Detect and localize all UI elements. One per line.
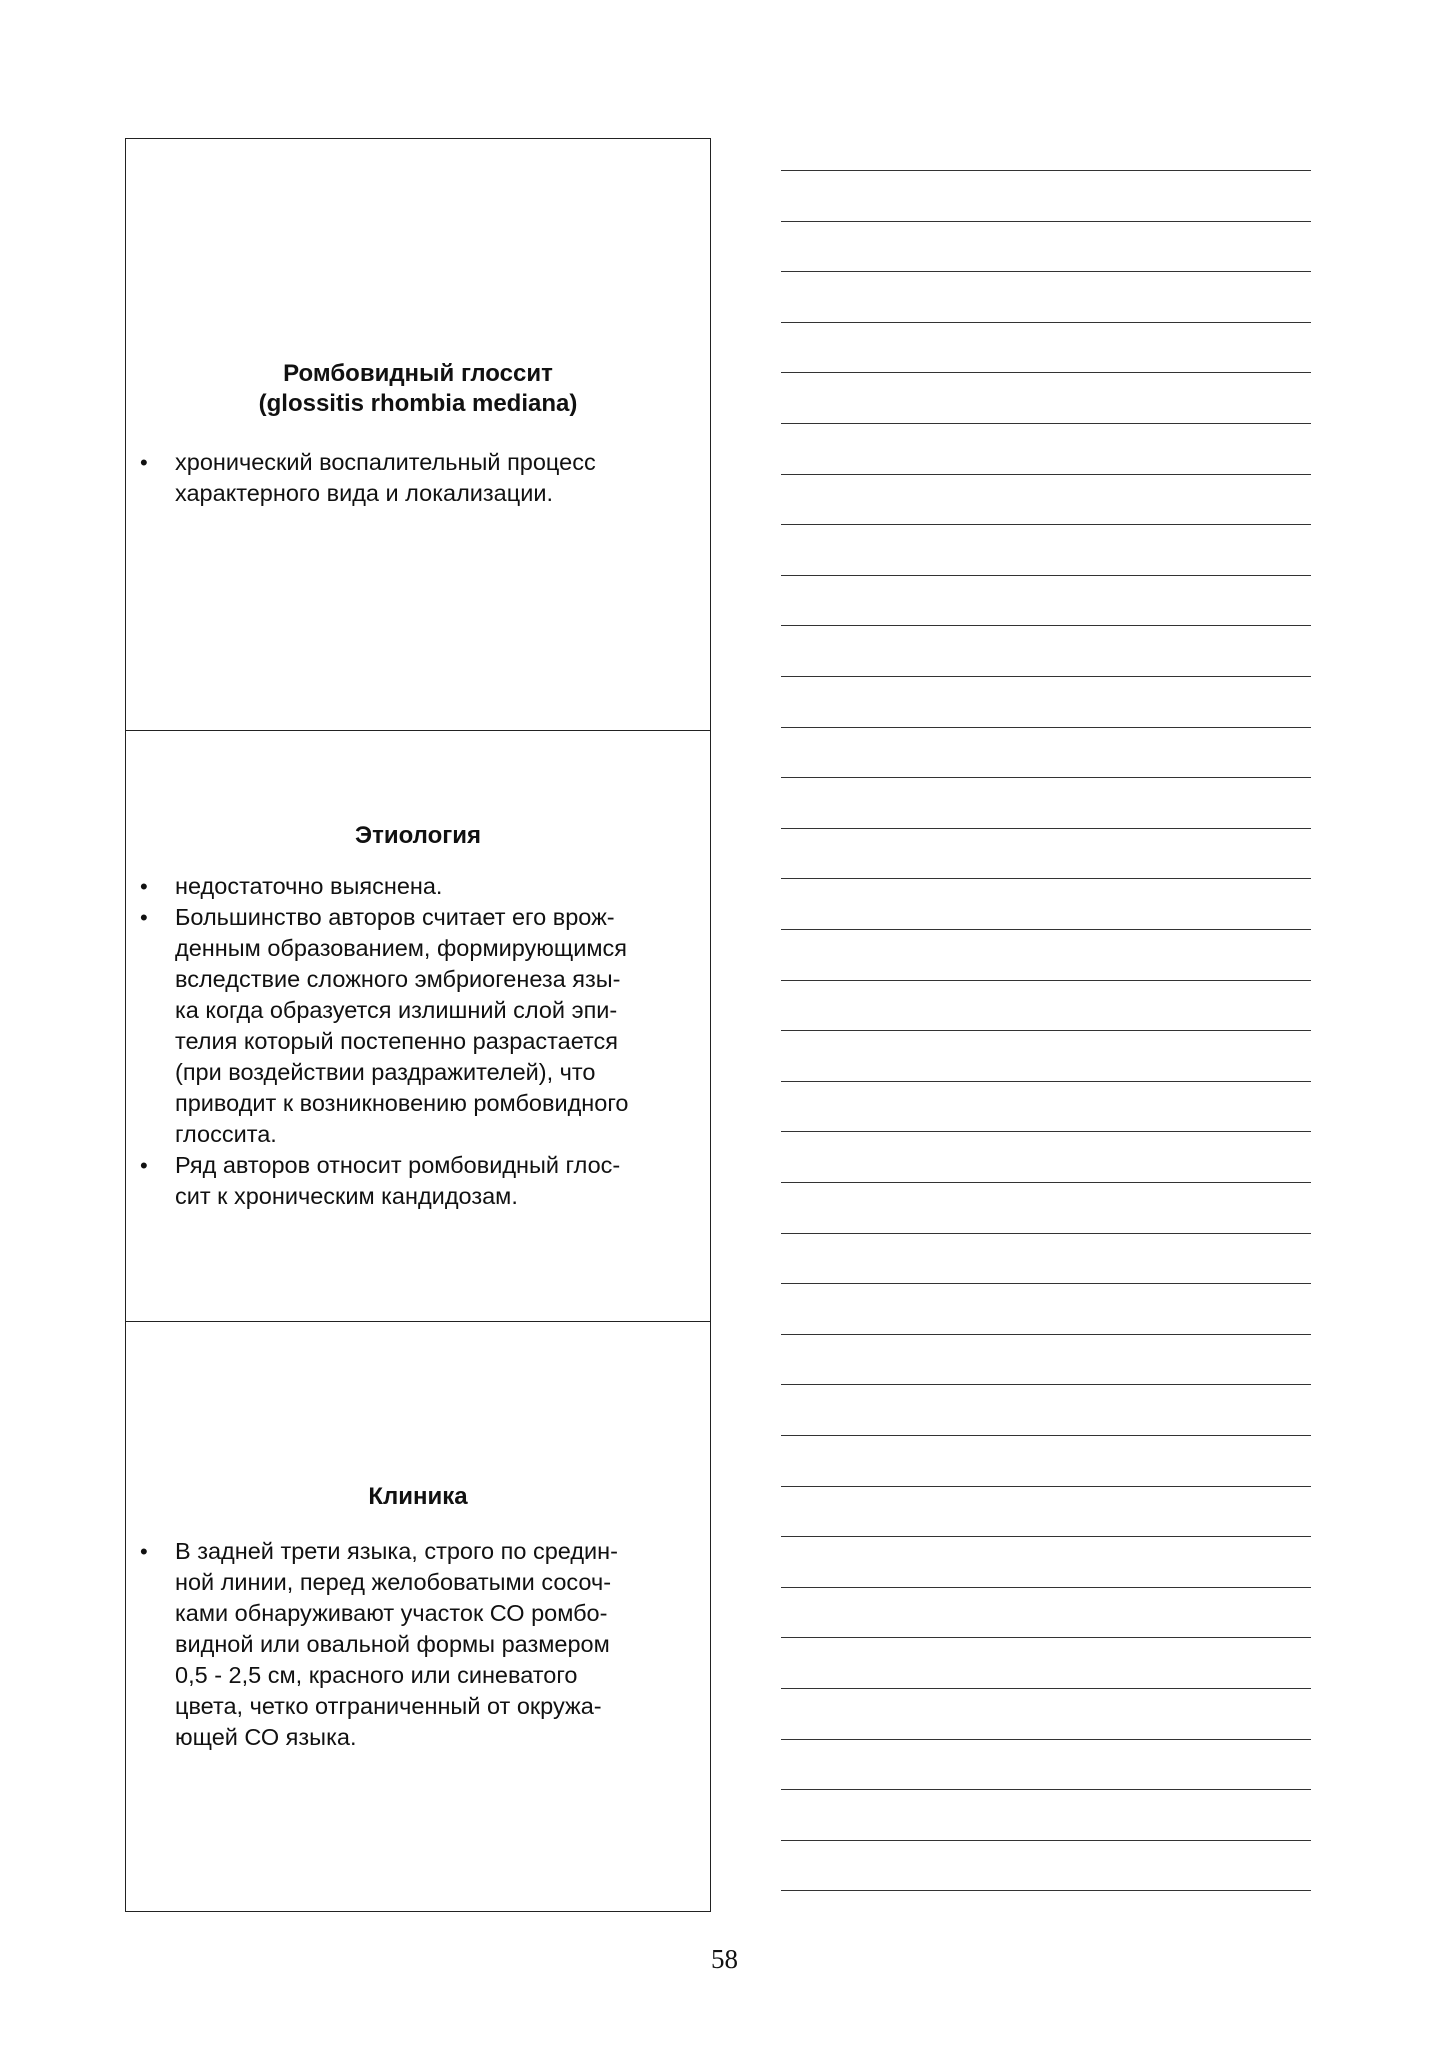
note-line <box>781 625 1311 626</box>
bullet-dot-icon: • <box>140 450 148 475</box>
bullet-item <box>138 447 698 509</box>
bullet-line: цвета, четко отграниченный от окружа- <box>175 1693 602 1719</box>
bullet-line: ной линии, перед желобоватыми сосоч- <box>175 1569 612 1595</box>
bullet-line: В задней трети языка, строго по средин- <box>175 1538 618 1564</box>
note-line <box>781 1384 1311 1385</box>
note-line <box>781 1030 1311 1031</box>
note-line <box>781 1435 1311 1436</box>
bullet-line: вследствие сложного эмбриогенеза язы- <box>175 966 621 992</box>
slide-etiology <box>126 730 710 1321</box>
note-line <box>781 221 1311 222</box>
slide-rhomboid-glossitis <box>126 139 710 730</box>
note-line <box>781 1233 1311 1234</box>
title-line: Этиология <box>355 822 481 849</box>
bullet-list <box>138 1536 698 1753</box>
bullet-item <box>138 902 698 1150</box>
note-line <box>781 777 1311 778</box>
bullet-line: ками обнаруживают участок СО ромбо- <box>175 1600 608 1626</box>
bullet-line: приводит к возникновению ромбовидного <box>175 1090 629 1116</box>
note-line <box>781 170 1311 171</box>
title-line: (glossitis rhombia mediana) <box>258 390 578 417</box>
bullet-item <box>138 871 698 902</box>
bullet-line: глоссита. <box>175 1121 277 1147</box>
bullet-line: (при воздействии раздражителей), что <box>175 1059 596 1085</box>
note-line <box>781 524 1311 525</box>
slide-title <box>146 1482 690 1512</box>
note-line <box>781 1536 1311 1537</box>
note-line <box>781 271 1311 272</box>
note-line <box>781 423 1311 424</box>
note-line <box>781 1283 1311 1284</box>
bullet-line: хронический воспалительный процесс <box>175 449 596 475</box>
note-line <box>781 929 1311 930</box>
bullet-dot-icon: • <box>140 905 148 930</box>
bullet-line: сит к хроническим кандидозам. <box>175 1183 518 1209</box>
bullet-line: 0,5 - 2,5 см, красного или синеватого <box>175 1662 578 1688</box>
note-line <box>781 1587 1311 1588</box>
bullet-dot-icon: • <box>140 1539 148 1564</box>
bullet-line: Большинство авторов считает его врож- <box>175 904 615 930</box>
notes-lines-area <box>781 170 1311 1910</box>
note-line <box>781 1131 1311 1132</box>
note-line <box>781 828 1311 829</box>
bullet-dot-icon: • <box>140 874 148 899</box>
note-line <box>781 1486 1311 1487</box>
note-line <box>781 372 1311 373</box>
note-line <box>781 1890 1311 1891</box>
bullet-list <box>138 871 698 1212</box>
note-line <box>781 1182 1311 1183</box>
bullet-line: денным образованием, формирующимся <box>175 935 628 961</box>
bullet-line: видной или овальной формы размером <box>175 1631 610 1657</box>
bullet-item <box>138 1536 698 1753</box>
slide-title <box>146 359 690 419</box>
note-line <box>781 1688 1311 1689</box>
slide-title <box>146 821 690 851</box>
note-line <box>781 322 1311 323</box>
bullet-dot-icon: • <box>140 1153 148 1178</box>
note-line <box>781 575 1311 576</box>
bullet-line: характерного вида и локализации. <box>175 480 553 506</box>
bullet-line: телия который постепенно разрастается <box>175 1028 619 1054</box>
note-line <box>781 1081 1311 1082</box>
bullet-item <box>138 1150 698 1212</box>
note-line <box>781 1840 1311 1841</box>
page-number: 58 <box>711 1944 738 1974</box>
note-line <box>781 676 1311 677</box>
bullet-line: Ряд авторов относит ромбовидный глос- <box>175 1152 621 1178</box>
note-line <box>781 878 1311 879</box>
title-line: Клиника <box>368 1483 468 1510</box>
bullet-line: ка когда образуется излишний слой эпи- <box>175 997 618 1023</box>
note-line <box>781 474 1311 475</box>
note-line <box>781 1739 1311 1740</box>
note-line <box>781 1637 1311 1638</box>
title-line: Ромбовидный глоссит <box>283 360 553 387</box>
bullet-line: ющей СО языка. <box>175 1724 357 1750</box>
bullet-list <box>138 447 698 509</box>
slides-column <box>125 138 711 1912</box>
slide-clinic <box>126 1321 710 1912</box>
note-line <box>781 980 1311 981</box>
bullet-line: недостаточно выяснена. <box>175 873 443 899</box>
note-line <box>781 1334 1311 1335</box>
note-line <box>781 1789 1311 1790</box>
note-line <box>781 727 1311 728</box>
